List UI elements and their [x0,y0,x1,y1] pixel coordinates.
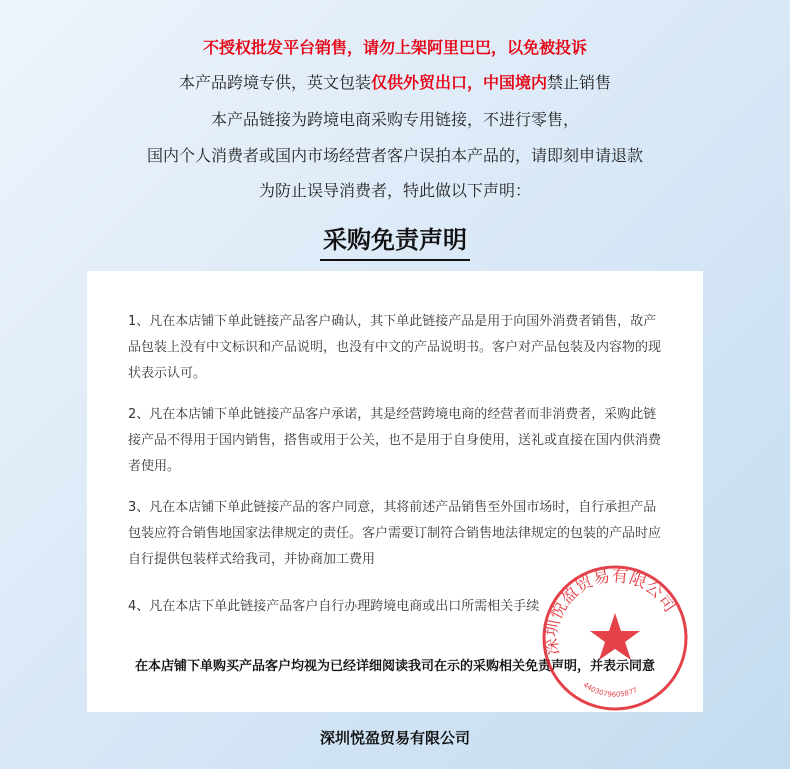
page-title [0,220,790,261]
link-purpose-line: 本产品链接为跨境电商采购专用链接，不进行零售， [210,110,579,129]
text-a: 本产品跨境专供，英文包装 [178,73,371,92]
title-text: 采购免责声明 [320,220,470,261]
seal-text: 深圳悦盈贸易有限公司 [541,566,680,657]
clause-1: 1、凡在本店铺下单此链接产品客户确认，其下单此链接产品是用于向国外消费者销售，故产品包装上没有中文标识和产品说明，也没有中文的产品说明书。客户对产品包装及内容物的现状表示认可。 [128,314,662,381]
company-name: 深圳悦盈贸易有限公司 [319,729,470,747]
declaration-intro: 为防止误导消费者，特此做以下声明： [258,181,531,200]
text-b: 仅供外贸出口，中国境内 [370,73,547,92]
clause-3: 3、凡在本店铺下单此链接产品的客户同意，其将前述产品销售至外国市场时，自行承担产品包装应符合销售地国家法律规定的责任。客户需要订制符合销售地法律规定的包装的产品时应自行提供包装样式给我司，并协商加工费用 [128,500,662,567]
warning-line: 不授权批发平台销售，请勿上架阿里巴巴，以免被投诉 [202,38,587,57]
company-seal-icon [540,563,690,713]
cross-border-line [0,70,790,93]
clause-2: 2、凡在本店铺下单此链接产品客户承诺，其是经营跨境电商的经营者而非消费者，采购此链接产品不得用于国内销售，搭售或用于公关，也不是用于自身使用，送礼或直接在国内供消费者使用。 [128,407,662,474]
clause-4: 4、凡在本店下单此链接产品客户自行办理跨境电商或出口所需相关手续 [128,599,540,614]
agreement-statement: 在本店铺下单购买产品客户均视为已经详细阅读我司在示的采购相关免责声明，并表示同意 [134,659,655,674]
seal-number: 4403079605877 [581,680,639,699]
text-c: 禁止销售 [547,73,612,92]
refund-line: 国内个人消费者或国内市场经营者客户误拍本产品的，请即刻申请退款 [146,146,643,165]
svg-text:4403079605877 [582,681,639,699]
